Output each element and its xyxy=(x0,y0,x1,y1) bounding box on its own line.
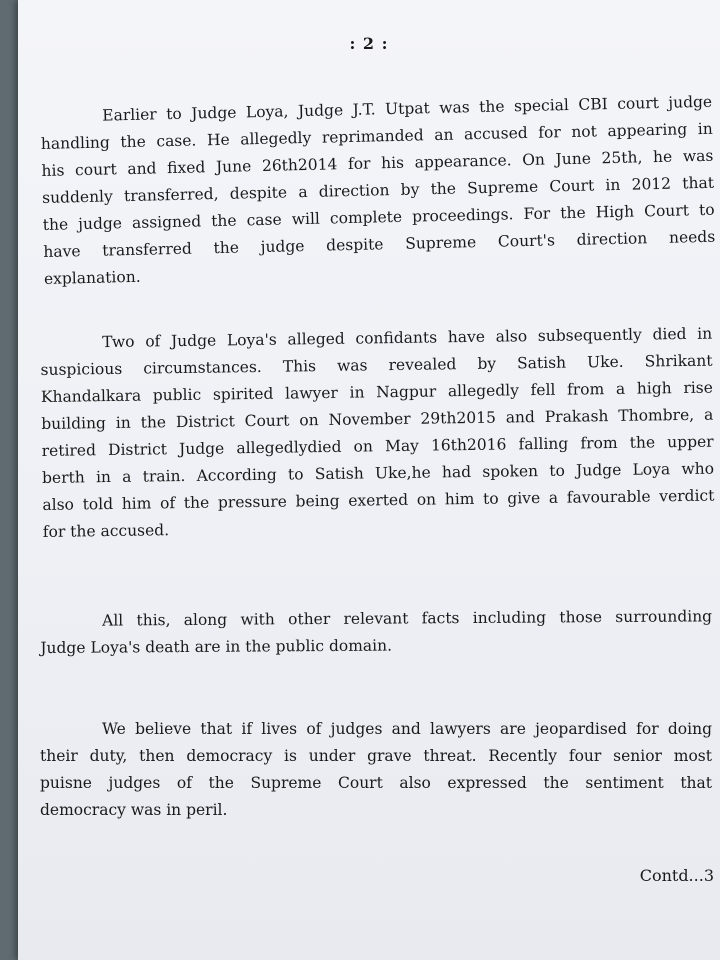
paragraph-4 xyxy=(40,716,712,824)
paragraph-line: handling the case. He allegedly reprimanded an accused for not appearing in xyxy=(40,119,713,153)
paragraph-line: Judge Loya's death are in the public domain. xyxy=(40,636,393,657)
paragraph-line: Khandalkara public spirited lawyer in Nagpur allegedly fell from a high rise xyxy=(40,378,713,406)
paragraph-line: suspicious circumstances. This was revealed by Satish Uke. Shrikant xyxy=(40,351,713,379)
paragraph-line: retired District Judge allegedlydied on May 16th2016 falling from the upper xyxy=(41,432,714,460)
continued-marker: Contd...3 xyxy=(639,866,714,885)
paragraph-line: puisne judges of the Supreme Court also expressed the sentiment that xyxy=(40,774,712,792)
paragraph-1 xyxy=(40,89,716,293)
paragraph-2 xyxy=(40,321,715,546)
paragraph-line: also told him of the pressure being exerted on him to give a favourable verdict xyxy=(42,486,715,514)
paragraph-line: building in the District Court on November 29th2015 and Prakash Thombre, a xyxy=(41,405,714,433)
paragraph-line: Earlier to Judge Loya, Judge J.T. Utpat was the special CBI court judge xyxy=(102,92,713,125)
page-number: : 2 : xyxy=(349,34,389,53)
document-page xyxy=(18,0,720,960)
paragraph-line: explanation. xyxy=(43,267,141,288)
paragraph-line: berth in a train. According to Satish Uke,he had spoken to Judge Loya who xyxy=(41,459,715,487)
paragraph-3 xyxy=(40,603,712,662)
paragraph-line: Two of Judge Loya's alleged confidants have also subsequently died in xyxy=(102,324,713,352)
paragraph-line: his court and fixed June 26th2014 for his appearance. On June 25th, he was xyxy=(41,146,714,180)
paragraph-line: the judge assigned the case will complete proceedings. For the High Court to xyxy=(42,200,715,234)
paragraph-line: have transferred the judge despite Supreme Court's direction needs xyxy=(43,227,716,261)
paragraph-line: their duty, then democracy is under grave threat. Recently four senior most xyxy=(40,747,712,765)
paragraph-line: suddenly transferred, despite a direction by the Supreme Court in 2012 that xyxy=(41,173,715,207)
paragraph-line: democracy was in peril. xyxy=(40,801,228,819)
paragraph-line: for the accused. xyxy=(42,521,170,541)
paragraph-line: We believe that if lives of judges and lawyers are jeopardised for doing xyxy=(102,720,712,738)
paragraph-line: All this, along with other relevant facts including those surrounding xyxy=(102,607,713,630)
